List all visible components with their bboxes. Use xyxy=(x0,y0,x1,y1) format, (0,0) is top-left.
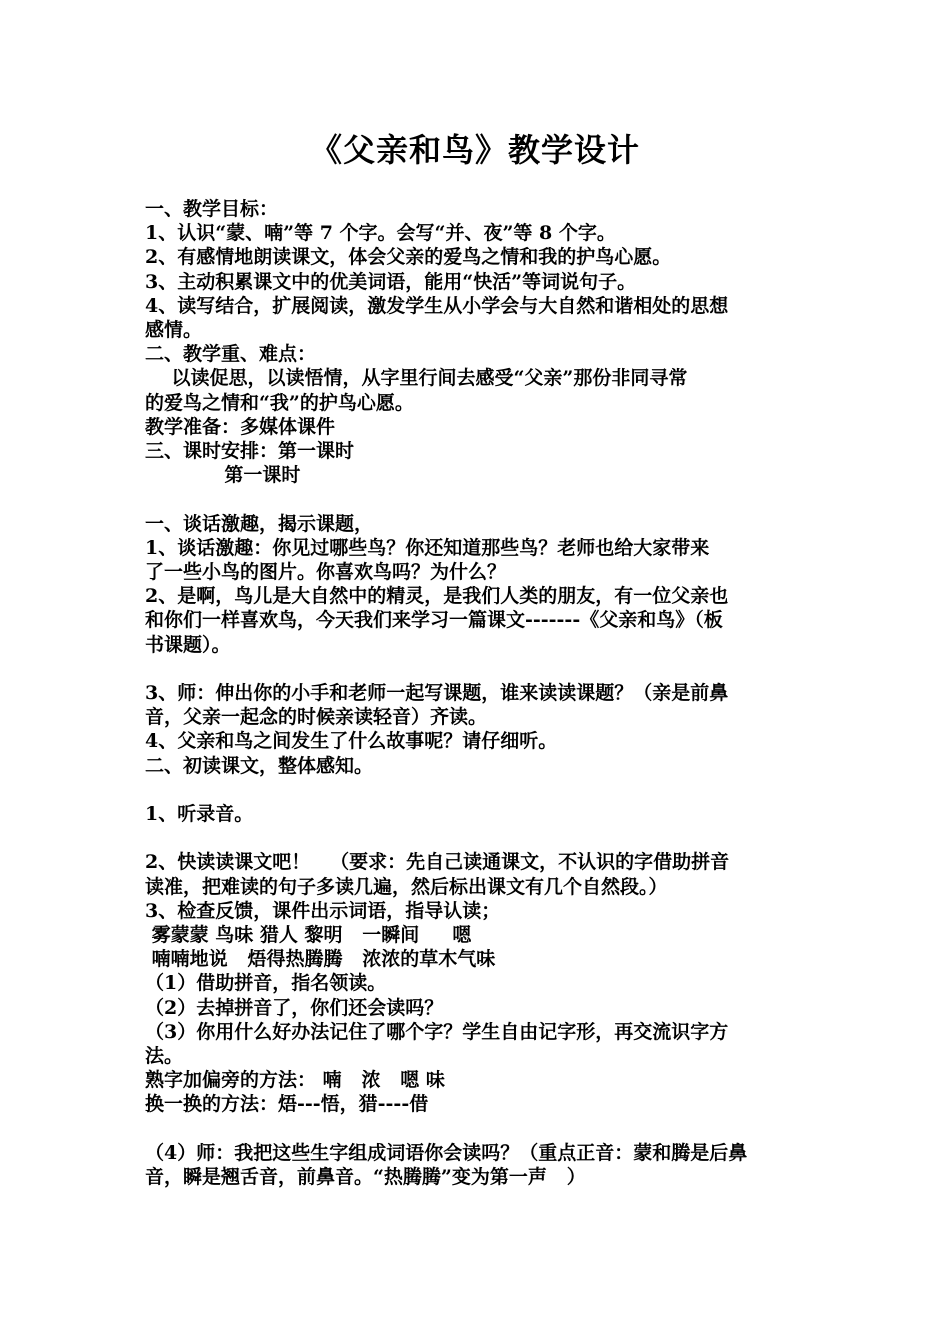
text-line: （3）你用什么好办法记住了哪个字？学生自由记字形，再交流识字方 xyxy=(145,1020,729,1043)
text-line: 2、快读读课文吧！ （要求：先自己读通课文，不认识的字借助拼音 xyxy=(145,851,730,874)
document-body xyxy=(145,197,810,1189)
text-line: 的爱鸟之情和“我”的护鸟心愿。 xyxy=(145,391,414,414)
text-line: 教学准备：多媒体课件 xyxy=(145,415,336,438)
text-line: 以读促思，以读悟情，从字里行间去感受“父亲”那份非同寻常 xyxy=(145,367,688,390)
text-line: 3、师：伸出你的小手和老师一起写课题，谁来读读课题？（亲是前鼻 xyxy=(145,682,729,705)
text-line: 喃喃地说 焐得热腾腾 浓浓的草木气味 xyxy=(145,948,496,971)
text-line: 读准，把难读的句子多读几遍，然后标出课文有几个自然段。） xyxy=(145,875,668,898)
blank-line xyxy=(145,657,810,681)
blank-line xyxy=(145,778,810,802)
text-line: 三、课时安排：第一课时 xyxy=(145,440,355,463)
text-line: 了一些小鸟的图片。你喜欢鸟吗？为什么？ xyxy=(145,561,507,584)
document-title: 《父亲和鸟》教学设计 xyxy=(309,131,640,169)
text-line: 书课题）。 xyxy=(145,633,231,656)
text-line: 二、教学重、难点： xyxy=(145,343,317,366)
text-line: 音，瞬是翘舌音，前鼻音。“热腾腾”变为第一声 ） xyxy=(145,1166,586,1189)
text-line: 二、初读课文，整体感知。 xyxy=(145,754,374,777)
text-line: 音，父亲一起念的时候亲读轻音）齐读。 xyxy=(145,706,488,729)
text-line: （4）师：我把这些生字组成词语你会读吗？（重点正音：蒙和腾是后鼻 xyxy=(145,1141,748,1164)
text-line: 1、认识“蒙、喃”等 7 个字。会写“并、夜”等 8 个字。 xyxy=(145,222,616,245)
blank-line xyxy=(145,1117,810,1141)
text-line: 4、读写结合，扩展阅读，激发学生从小学会与大自然和谐相处的思想 xyxy=(145,294,729,317)
text-line: 4、父亲和鸟之间发生了什么故事呢？请仔细听。 xyxy=(145,730,558,753)
text-line: 法。 xyxy=(145,1045,184,1068)
text-line: 2、有感情地朗读课文，体会父亲的爱鸟之情和我的护鸟心愿。 xyxy=(145,246,672,269)
blank-line xyxy=(145,826,810,850)
text-line: 2、是啊，鸟儿是大自然中的精灵，是我们人类的朋友，有一位父亲也 xyxy=(145,585,729,608)
text-line: （1）借助拼音，指名领读。 xyxy=(145,972,387,995)
text-line: 熟字加偏旁的方法： 喃 浓 嗯 味 xyxy=(145,1069,445,1092)
text-line: 1、听录音。 xyxy=(145,803,254,826)
text-line: 3、主动积累课文中的优美词语，能用“快活”等词说句子。 xyxy=(145,270,637,293)
text-line: 一、谈话激趣，揭示课题， xyxy=(145,512,374,535)
text-line: 一、教学目标： xyxy=(145,198,279,220)
text-line: 第一课时 xyxy=(145,464,301,487)
blank-line xyxy=(145,487,810,511)
text-line: （2）去掉拼音了，你们还会读吗？ xyxy=(145,996,444,1019)
text-line: 雾蒙蒙 鸟味 猎人 黎明 一瞬间 嗯 xyxy=(145,924,472,947)
text-line: 感情。 xyxy=(145,319,203,342)
text-line: 和你们一样喜欢鸟，今天我们来学习一篇课文-------《父亲和鸟》（板 xyxy=(145,609,723,632)
text-line: 1、谈话激趣：你见过哪些鸟？你还知道那些鸟？老师也给大家带来 xyxy=(145,536,710,559)
text-line: 换一换的方法：焐---悟，猎----借 xyxy=(145,1093,429,1116)
text-line: 3、检查反馈，课件出示词语，指导认读； xyxy=(145,899,501,922)
